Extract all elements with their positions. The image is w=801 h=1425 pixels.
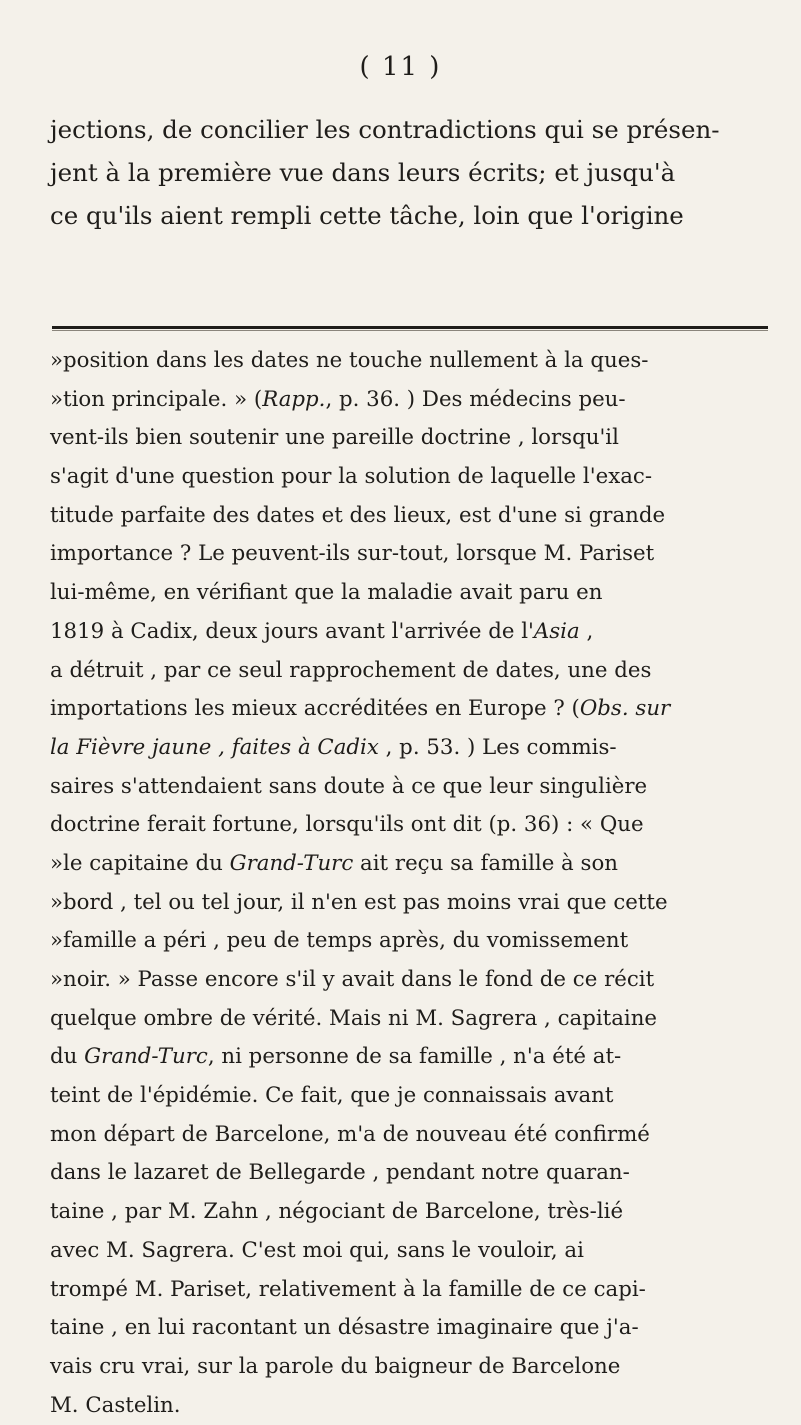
italic-text: Obs. sur [579,696,671,722]
text-segment: taine , en lui racontant un désastre imaginaire que j'a- [50,1315,639,1341]
footnote [50,342,768,1425]
text-segment: »position dans les dates ne touche nullement à la ques- [50,348,649,373]
footnote-line [50,574,768,613]
italic-text: Grand-Turc [84,1044,208,1070]
text-segment: s'agit d'une question pour la solution de laquelle l'exac- [50,464,653,490]
italic-text: la Fièvre jaune , faites à Cadix [50,734,379,760]
footnote-line [50,381,768,420]
footnote-line [50,961,768,1000]
text-segment: quelque ombre de vérité. Mais ni M. Sagrera , capitaine [50,1005,658,1031]
footnote-line [50,535,768,574]
footnote-line [50,652,768,691]
main-text [50,108,768,237]
footnote-line [50,1116,768,1155]
footnote-line [50,1271,768,1310]
footnote-line [50,690,768,729]
text-segment: trompé M. Pariset, relativement à la famille de ce capi- [50,1276,646,1302]
text-segment: , p. 53. ) Les commis- [378,734,617,760]
text-segment: dans le lazaret de Bellegarde , pendant notre quaran- [50,1160,630,1186]
text-segment: du [50,1044,85,1070]
text-segment: saires s'attendaient sans doute à ce que leur singulière [50,773,648,799]
footnote-line [50,419,768,458]
footnote-line [50,845,768,884]
text-segment: mon départ de Barcelone, m'a de nouveau été confirmé [50,1121,650,1147]
text-segment: ait reçu sa famille à son [353,850,618,876]
text-segment: »bord , tel ou tel jour, il n'en est pas moins vrai que cette [50,889,668,915]
text-segment: »noir. » Passe encore s'il y avait dans le fond de ce récit [50,967,655,992]
footnote-line [50,729,768,768]
footnote-line [50,1038,768,1077]
text-segment: teint de l'épidémie. Ce fait, que je connaissais avant [50,1083,614,1109]
italic-text: Asia [533,618,580,644]
footnote-line [50,1077,768,1116]
footnote-separator [52,326,768,329]
footnote-line [50,1193,768,1232]
footnote-line [50,884,768,923]
footnote-line [50,342,768,381]
footnote-line [50,1232,768,1271]
text-segment: titude parfaite des dates et des lieux, est d'une si grande [50,502,666,528]
italic-text: Grand-Turc [229,850,354,876]
footnote-line [50,1387,768,1425]
text-segment: »tion principale. » ( [50,386,263,412]
footnote-line [50,497,768,536]
text-segment: »famille a péri , peu de temps après, du vomissement [50,928,629,954]
text-segment: avec M. Sagrera. C'est moi qui, sans le vouloir, ai [50,1237,584,1263]
page-number: ( 11 ) [359,52,442,82]
footnote-line [50,1154,768,1193]
text-segment: , ni personne de sa famille , n'a été at- [207,1044,622,1070]
text-segment: »le capitaine du [50,850,230,876]
footnote-line [50,806,768,845]
text-segment: a détruit , par ce seul rapprochement de dates, une des [50,657,652,683]
text-segment: M. Castelin. [50,1392,181,1418]
italic-text: Rapp. [262,386,326,412]
text-segment: importance ? Le peuvent-ils sur-tout, lorsque M. Pariset [50,541,655,567]
text-segment: vent-ils bien soutenir une pareille doctrine , lorsqu'il [50,425,619,451]
text-segment: , p. 36. ) Des médecins peu- [325,386,626,412]
text-segment: lui-même, en vérifiant que la maladie avait paru en [50,580,603,606]
text-segment: vais cru vrai, sur la parole du baigneur de Barcelone [50,1353,621,1379]
footnote-line [50,1000,768,1039]
footnote-line [50,613,768,652]
footnote-line [50,922,768,961]
text-segment: 1819 à Cadix, deux jours avant l'arrivée de l' [50,618,534,644]
text-line: jent à la première vue dans leurs écrits; et jusqu'à [50,158,676,187]
text-segment: taine , par M. Zahn , négociant de Barcelone, très-lié [50,1199,624,1225]
text-line: jections, de concilier les contradictions qui se présen- [50,115,720,144]
footnote-line [50,768,768,807]
footnote-line [50,1348,768,1387]
text-line: ce qu'ils aient rempli cette tâche, loin que l'origine [50,201,684,230]
footnote-line [50,1309,768,1348]
text-segment: , [579,618,594,644]
text-segment: importations les mieux accréditées en Europe ? ( [50,696,580,722]
text-segment: doctrine ferait fortune, lorsqu'ils ont dit (p. 36) : « Que [50,812,644,838]
footnote-line [50,458,768,497]
